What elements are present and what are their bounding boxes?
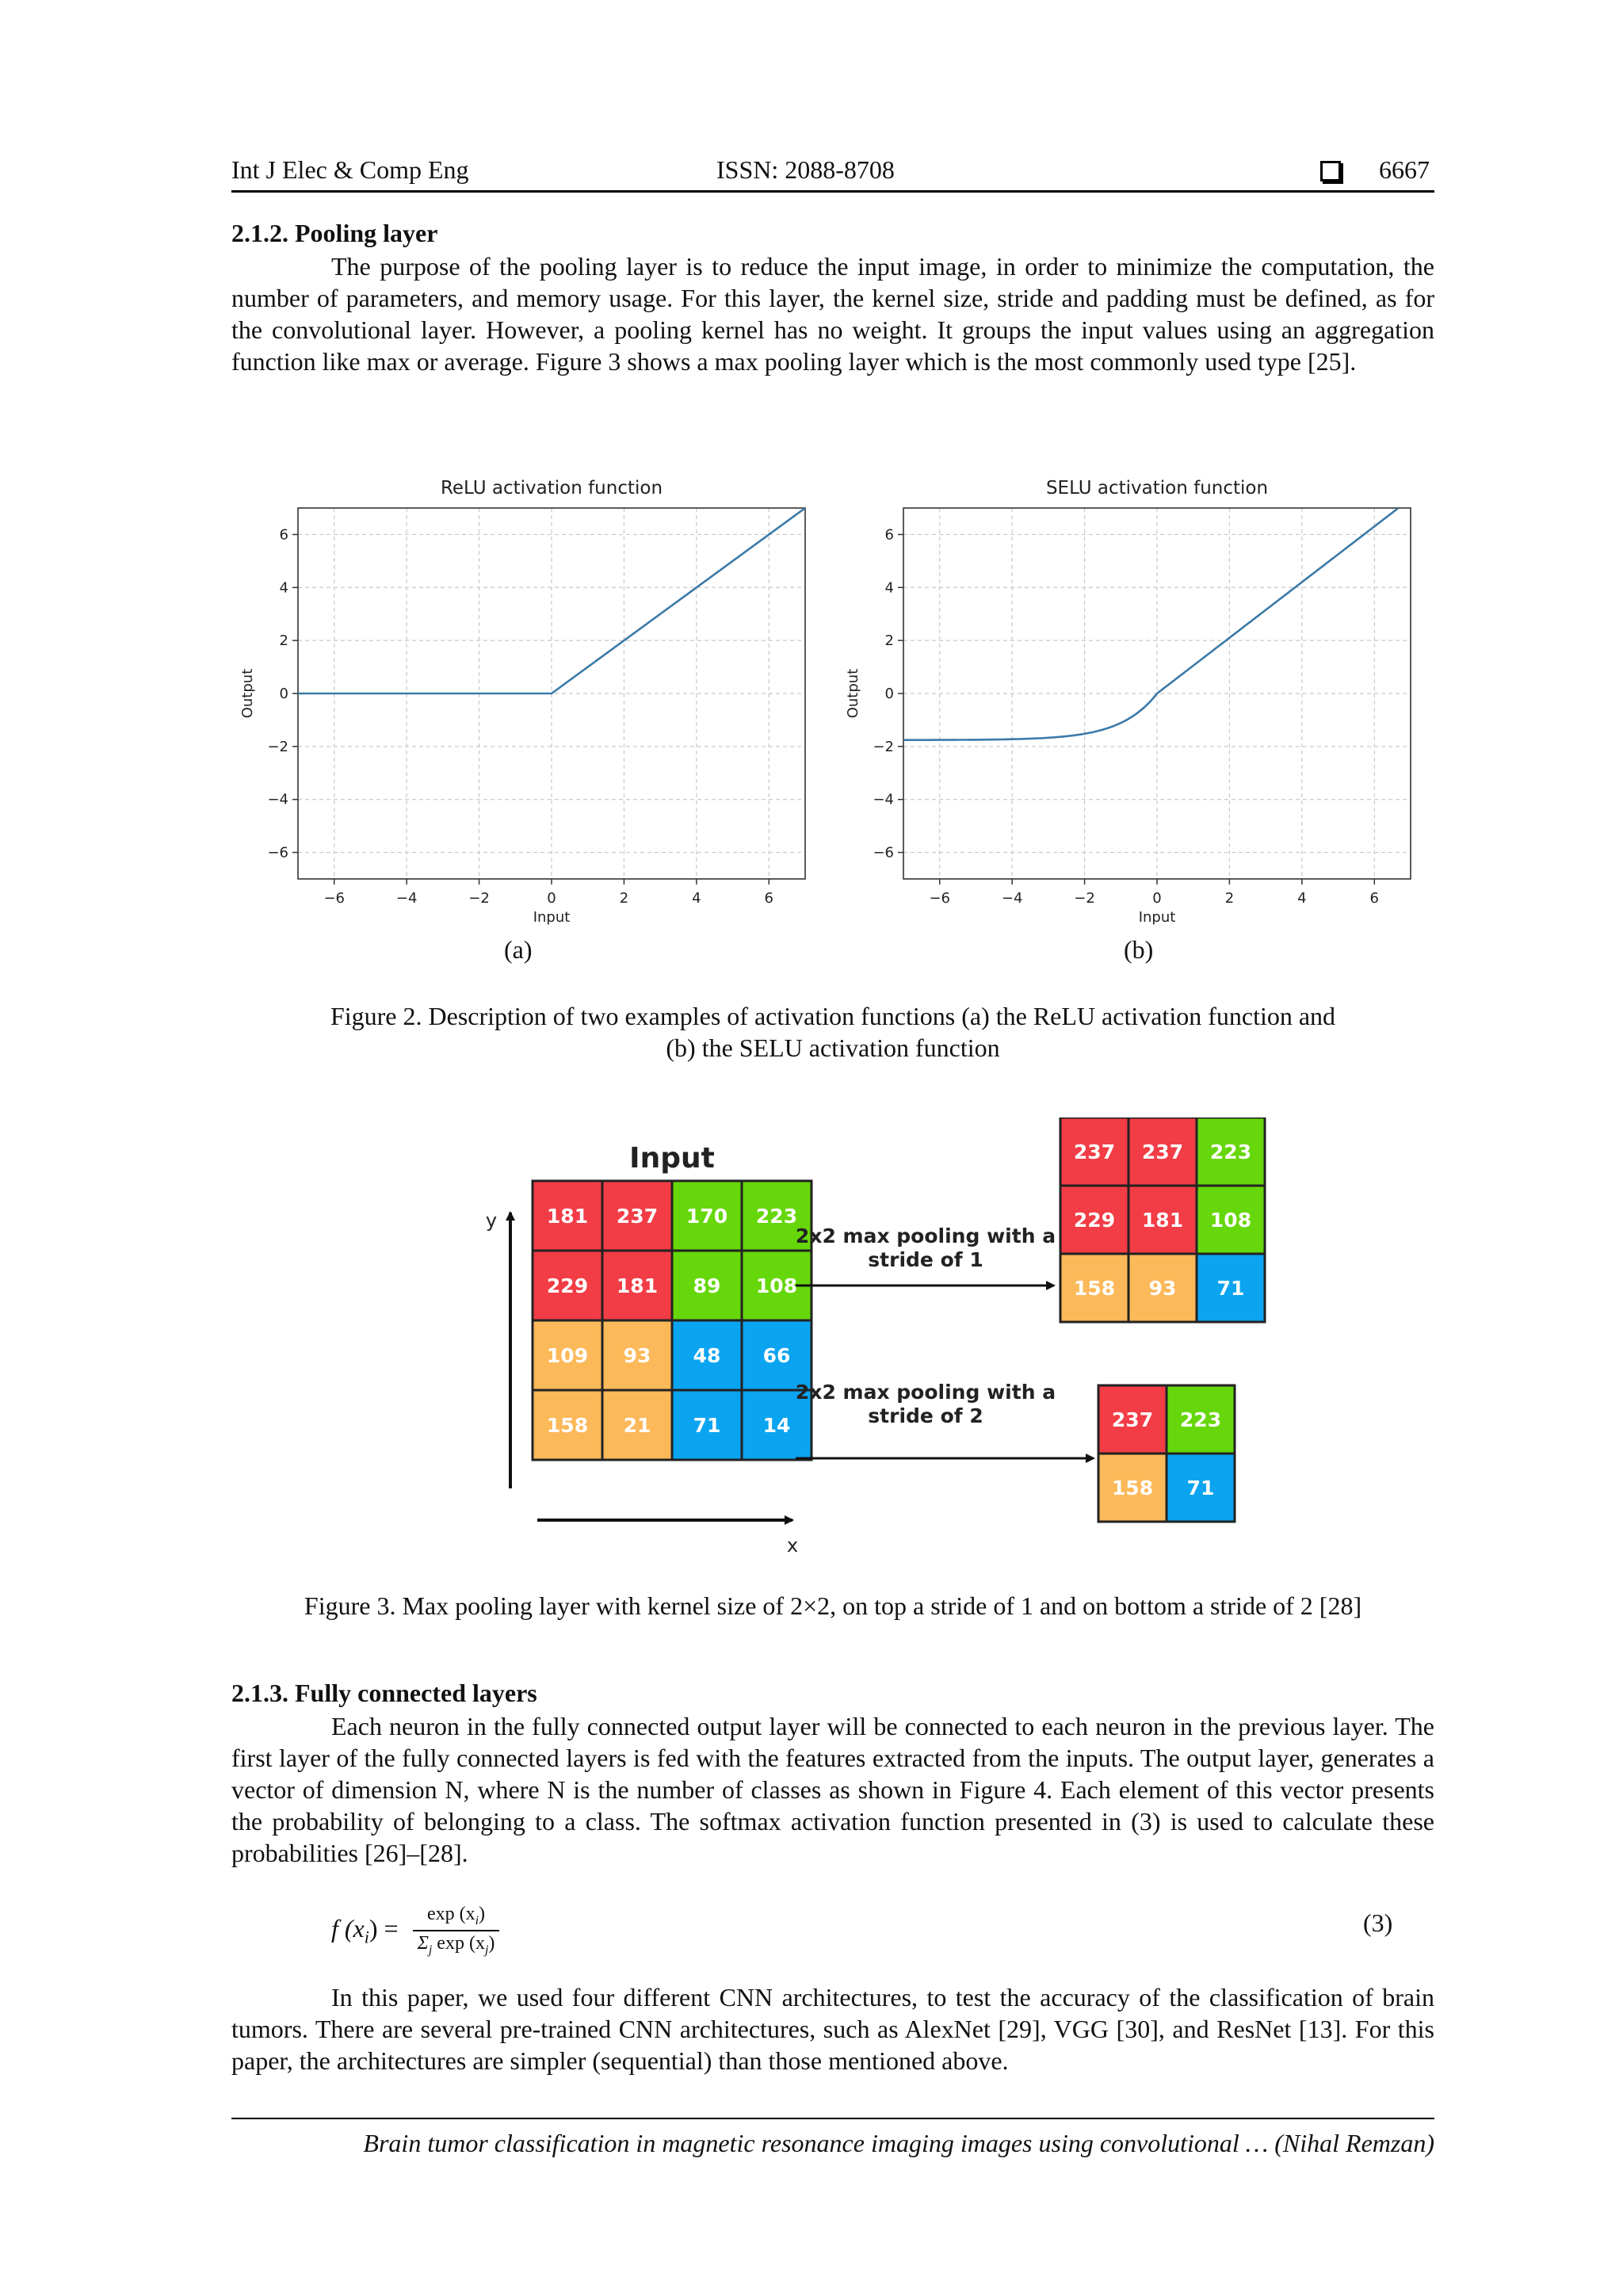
input-grid-value: 14 — [762, 1414, 791, 1437]
arrow1-label-line2: stride of 1 — [868, 1248, 983, 1271]
output-stride2-value: 158 — [1111, 1477, 1154, 1499]
input-grid-value: 89 — [693, 1274, 721, 1297]
output-stride1-value: 237 — [1141, 1140, 1184, 1163]
input-grid-value: 93 — [623, 1344, 651, 1367]
output-stride1-value: 71 — [1216, 1277, 1245, 1300]
input-grid-value: 48 — [693, 1344, 721, 1367]
x-tick-label: −6 — [929, 890, 950, 907]
eq-num-sub: i — [475, 1913, 479, 1927]
relu-chart — [231, 472, 834, 939]
y-tick-label: 2 — [884, 632, 894, 650]
output-stride1-value: 223 — [1209, 1140, 1252, 1163]
softmax-equation: f $(x_i)$ = $\frac{\exp (x_i)}{\Sigma_j \exp (x_j)}$ — [331, 1904, 499, 1958]
arrow2-label-line2: stride of 2 — [868, 1404, 983, 1427]
eq-numerator: exp (x — [426, 1904, 475, 1924]
header-rule — [231, 190, 1434, 193]
x-tick-label: 4 — [692, 890, 701, 907]
y-tick-label: 6 — [884, 526, 894, 544]
eq-sigma: Σ — [417, 1932, 429, 1954]
y-tick-label: 0 — [884, 686, 894, 702]
input-grid-value: 158 — [546, 1414, 589, 1437]
input-grid-value: 21 — [623, 1414, 651, 1437]
figure2-caption — [231, 1000, 1434, 1064]
input-title: Input — [629, 1142, 715, 1175]
y-tick-label: 6 — [279, 526, 288, 544]
x-tick-label: 2 — [619, 890, 629, 907]
input-grid-value: 66 — [762, 1344, 791, 1367]
output-stride1-value: 181 — [1141, 1209, 1184, 1232]
y-tick-label: −6 — [267, 844, 288, 861]
chart-title-relu: ReLU activation function — [440, 478, 663, 499]
footer-rule — [231, 2118, 1434, 2119]
output-grid-stride2 — [1098, 1385, 1235, 1522]
y-axis-label-relu: Output — [239, 668, 256, 719]
y-tick-label: −2 — [267, 738, 288, 755]
input-grid-value: 181 — [546, 1205, 589, 1228]
y-tick-label: −4 — [873, 791, 894, 808]
x-tick-label: 4 — [1297, 890, 1307, 907]
page-number: 6667 — [1379, 155, 1430, 184]
x-tick-label: 2 — [1224, 890, 1235, 907]
subfigure-label-b: (b) — [1124, 935, 1154, 964]
x-tick-label: 0 — [1152, 890, 1162, 907]
figure3-caption: Figure 3. Max pooling layer with kernel size of 2×2, on top a stride of 1 and on bottom a stride of 2 [28] — [304, 1591, 1362, 1620]
arrow1-label-line1: 2x2 max pooling with a — [795, 1224, 1056, 1247]
y-tick-label: −4 — [267, 791, 288, 808]
x-tick-label: −4 — [395, 890, 418, 907]
pooling-paragraph: The purpose of the pooling layer is to reduce the input image, in order to minimize the computation, the number of parameters, and memory usage. For this layer, the kernel size, stride and padding must be defined, as for the convolutional layer. However, a pooling kernel has no weight. It groups the input values using an aggregation function like max or average. Figure 3 shows a max pooling layer which is the most commonly used type [25]. — [231, 252, 1434, 376]
max-pooling-diagram — [444, 1117, 1316, 1561]
running-header-journal: Int J Elec & Comp Eng — [231, 155, 469, 184]
figure2-caption-line1: Figure 2. Description of two examples of activation functions (a) the ReLU activation function and — [330, 1002, 1336, 1030]
running-footer: Brain tumor classification in magnetic resonance imaging images using convolutional … (Nihal Remzan) — [363, 2129, 1434, 2157]
x-axis-label: x — [786, 1534, 799, 1557]
output-grid-stride1 — [1060, 1117, 1265, 1322]
input-grid-value: 170 — [685, 1205, 728, 1228]
output-stride1-value: 93 — [1148, 1277, 1177, 1300]
running-header-issn: ISSN: 2088-8708 — [716, 155, 895, 184]
closing-paragraph: In this paper, we used four different CNN architectures, to test the accuracy of the classification of brain tumors. There are several pre-trained CNN architectures, such as AlexNet [29], VGG [30], and ResNet [13]. For this paper, the architectures are simpler (sequential) than those mentioned above. — [231, 1983, 1434, 2075]
x-axis-label-relu: Input — [533, 909, 571, 926]
y-tick-label: 2 — [279, 632, 288, 650]
selu-chart — [837, 472, 1439, 939]
input-grid-value: 109 — [546, 1344, 589, 1367]
series-line-selu — [903, 508, 1398, 739]
input-grid-value: 108 — [755, 1274, 798, 1297]
input-grid-value: 71 — [693, 1414, 721, 1437]
y-tick-label: −6 — [873, 844, 894, 861]
input-grid — [533, 1181, 812, 1460]
output-stride1-value: 158 — [1073, 1277, 1116, 1300]
x-tick-label: −4 — [1001, 890, 1023, 907]
figure2-caption-line2: (b) the SELU activation function — [666, 1033, 1000, 1062]
eq-lhs-sub: i — [364, 1926, 369, 1946]
eq-den-sub: j — [484, 1943, 489, 1957]
input-grid-value: 229 — [546, 1274, 589, 1297]
eq-sigma-sub: j — [428, 1943, 433, 1957]
section-title-fully-connected: 2.1.3. Fully connected layers — [231, 1679, 537, 1707]
output-stride1-value: 237 — [1073, 1140, 1116, 1163]
input-grid-value: 237 — [616, 1205, 659, 1228]
arrow2-label-line1: 2x2 max pooling with a — [795, 1381, 1056, 1404]
y-axis-label-selu: Output — [845, 668, 861, 719]
eq-equals: ) = — [369, 1913, 399, 1943]
fully-connected-paragraph: Each neuron in the fully connected output layer will be connected to each neuron in the previous layer. The first layer of the fully connected layers is fed with the features extracted from the inputs. The output layer, generates a vector of dimension N, where N is the number of classes as shown in Figure 4. Each element of this vector presents the probability of belonging to a class. The softmax activation function presented in (3) is used to calculate these probabilities [26]–[28]. — [231, 1712, 1434, 1867]
x-tick-label: 6 — [764, 890, 774, 907]
x-tick-label: 6 — [1369, 890, 1380, 907]
x-tick-label: −6 — [323, 890, 345, 907]
output-stride1-value: 229 — [1073, 1209, 1116, 1232]
chart-title-selu: SELU activation function — [1045, 478, 1269, 499]
square-bullet-icon — [1320, 161, 1341, 181]
x-tick-label: −2 — [468, 890, 490, 907]
eq-lhs: f (x — [331, 1913, 365, 1943]
y-tick-label: 4 — [884, 579, 894, 597]
output-stride2-value: 71 — [1186, 1477, 1215, 1499]
section-title-pooling: 2.1.2. Pooling layer — [231, 219, 438, 247]
y-tick-label: 0 — [279, 686, 288, 702]
input-grid-value: 223 — [755, 1205, 798, 1228]
output-stride1-value: 108 — [1209, 1209, 1252, 1232]
output-stride2-value: 237 — [1111, 1408, 1154, 1431]
y-axis-label: y — [485, 1209, 498, 1232]
output-stride2-value: 223 — [1179, 1408, 1222, 1431]
x-tick-label: 0 — [547, 890, 556, 907]
y-tick-label: −2 — [873, 738, 894, 755]
x-axis-label-selu: Input — [1138, 909, 1176, 926]
input-grid-value: 181 — [616, 1274, 659, 1297]
y-tick-label: 4 — [279, 579, 288, 597]
eq-denominator-exp: exp (x — [437, 1932, 485, 1954]
equation-number: (3) — [1363, 1908, 1393, 1937]
subfigure-label-a: (a) — [504, 935, 533, 964]
x-tick-label: −2 — [1074, 890, 1095, 907]
